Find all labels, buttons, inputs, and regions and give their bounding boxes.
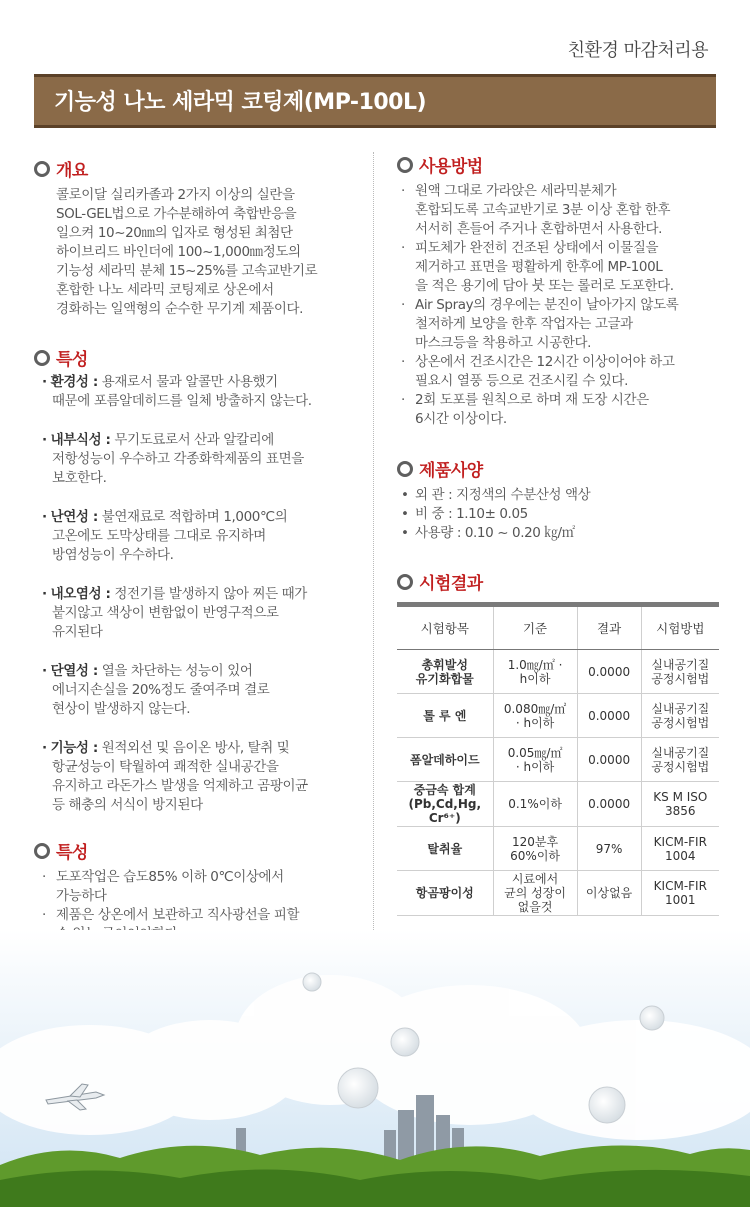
results-cell-method xyxy=(641,871,719,916)
usage-item-line: 피도체가 완전히 건조된 상태에서 이물질을 xyxy=(415,240,659,256)
cell-line: 중금속 합계 xyxy=(413,783,476,797)
feature-item xyxy=(42,373,352,411)
feature-text: 정전기를 발생하지 않아 찌든 때가 xyxy=(110,586,307,602)
feature-bullet: · xyxy=(42,663,47,679)
feature-line xyxy=(42,662,352,681)
table-row xyxy=(397,871,719,916)
overview-line: 하이브리드 바인더에 100~1,000㎚정도의 xyxy=(56,244,301,260)
feature-line xyxy=(42,546,352,565)
page-title: 기능성 나노 세라믹 코팅제(MP-100L) xyxy=(54,90,427,115)
results-cell-method xyxy=(641,650,719,694)
feature-text: 저항성능이 우수하고 각종화학제품의 표면을 xyxy=(52,451,304,467)
cell-line: 총휘발성 xyxy=(421,657,468,672)
feature-text: 원적외선 및 음이온 방사, 탈취 및 xyxy=(97,740,290,756)
results-cell-standard xyxy=(493,694,577,738)
table-row xyxy=(397,650,719,694)
cell-line: 폼알데하이드 xyxy=(410,752,480,767)
feature-text: 불연재료로 적합하며 1,000℃의 xyxy=(97,509,288,525)
overview-line: 경화하는 일액형의 순수한 무기계 제품이다. xyxy=(56,301,303,317)
cell-line: 공정시험법 xyxy=(651,671,710,686)
list-marker: • xyxy=(401,487,409,503)
cell-line: 공정시험법 xyxy=(651,715,710,730)
results-heading: 시험결과 xyxy=(397,569,483,594)
feature-line xyxy=(42,469,352,488)
feature-item xyxy=(42,585,352,642)
table-row xyxy=(397,738,719,782)
circle-bullet-icon xyxy=(397,461,413,477)
usage-item xyxy=(401,391,721,429)
cell-line: 0.05㎎/㎡ xyxy=(507,745,563,760)
results-cell-result xyxy=(577,650,641,694)
usage-item xyxy=(401,182,721,239)
results-cell-standard xyxy=(493,871,577,916)
spec-item-line: 외 관 : 지정색의 수분산성 액상 xyxy=(415,487,591,503)
feature-name: 난연성 : xyxy=(50,509,98,525)
feature-line xyxy=(42,758,352,777)
results-cell-item xyxy=(397,694,493,738)
feature-bullet: · xyxy=(42,740,47,756)
circle-bullet-icon xyxy=(34,161,50,177)
results-cell-item xyxy=(397,827,493,871)
cell-line: 0.0000 xyxy=(588,797,631,811)
feature-name: 기능성 : xyxy=(50,740,98,756)
usage-item xyxy=(401,296,721,353)
caution-item-line: 제품은 상온에서 보관하고 직사광선을 피할 xyxy=(56,907,300,923)
feature-text: 붙지않고 색상이 변함없이 반영구적으로 xyxy=(52,605,279,621)
spec-list xyxy=(401,486,721,543)
caution-item-line: 가능하다 xyxy=(56,888,107,904)
circle-bullet-icon xyxy=(397,574,413,590)
results-column-header: 시험방법 xyxy=(641,605,719,650)
feature-line xyxy=(42,623,352,642)
cell-line: 0.0000 xyxy=(588,664,631,679)
usage-heading: 사용방법 xyxy=(397,152,483,177)
usage-item-line: Air Spray의 경우에는 분진이 날아가지 않도록 xyxy=(415,297,679,313)
overview-line: 일으켜 10~20㎚의 입자로 형성된 최첨단 xyxy=(56,225,293,241)
results-cell-method xyxy=(641,827,719,871)
cell-line: h이하 xyxy=(519,671,551,686)
circle-bullet-icon xyxy=(397,157,413,173)
title-banner xyxy=(34,74,716,128)
cell-line: 이상없음 xyxy=(585,886,633,900)
cell-line: 120분후 xyxy=(512,834,559,849)
feature-line xyxy=(42,585,352,604)
overview-line: SOL-GEL법으로 가수분해하여 축합반응을 xyxy=(56,206,297,222)
feature-name: 내부식성 : xyxy=(50,432,111,448)
results-cell-standard xyxy=(493,782,577,827)
cell-line: 0.0000 xyxy=(588,752,631,767)
cell-line: 실내공기질 xyxy=(651,745,710,760)
usage-item-line: 상온에서 건조시간은 12시간 이상이어야 하고 xyxy=(415,354,675,370)
cell-line: 97% xyxy=(595,841,623,856)
cell-line: (Pb,Cd,Hg, xyxy=(408,797,482,811)
results-table xyxy=(397,602,719,916)
cell-line: KS M ISO xyxy=(653,790,708,804)
cell-line: · h이하 xyxy=(515,715,555,730)
feature-line xyxy=(42,604,352,623)
cell-line: 실내공기질 xyxy=(651,701,710,716)
spec-item xyxy=(401,524,721,543)
feature-line xyxy=(42,777,352,796)
caution-item-line: 도포작업은 습도85% 이하 0℃이상에서 xyxy=(56,869,284,885)
list-marker: · xyxy=(401,183,405,199)
list-marker: · xyxy=(401,392,405,408)
spec-item xyxy=(401,505,721,524)
feature-item xyxy=(42,508,352,565)
feature-item xyxy=(42,662,352,719)
results-cell-result xyxy=(577,871,641,916)
results-cell-method xyxy=(641,782,719,827)
feature-text: 고온에도 도막상태를 그대로 유지하며 xyxy=(52,528,266,544)
results-cell-result xyxy=(577,782,641,827)
cell-line: 0.1%이하 xyxy=(508,797,562,811)
feature-line xyxy=(42,431,352,450)
caution-item xyxy=(42,868,342,906)
category-label: 친환경 마감처리용 xyxy=(567,40,708,61)
landscape-illustration xyxy=(0,930,750,1207)
feature-text: 방염성능이 우수하다. xyxy=(52,547,174,563)
feature-text: 유지된다 xyxy=(52,624,103,640)
results-column-header: 기준 xyxy=(493,605,577,650)
cell-line: 60%이하 xyxy=(510,848,560,863)
cell-line: 톨 루 엔 xyxy=(423,708,467,723)
feature-item xyxy=(42,739,352,815)
results-cell-standard xyxy=(493,738,577,782)
list-marker: · xyxy=(42,907,46,923)
cell-line: 실내공기질 xyxy=(651,657,710,672)
feature-line xyxy=(42,700,352,719)
feature-bullet: · xyxy=(42,586,47,602)
cell-line: 공정시험법 xyxy=(651,759,710,774)
feature-line xyxy=(42,796,352,815)
usage-item-line: 2회 도포를 원칙으로 하며 재 도장 시간은 xyxy=(415,392,649,408)
feature-line xyxy=(42,392,352,411)
feature-text: 무기도료로서 산과 알칼리에 xyxy=(110,432,274,448)
results-cell-result xyxy=(577,827,641,871)
usage-item-line: 원액 그대로 가라앉은 세라믹분체가 xyxy=(415,183,617,199)
list-marker: · xyxy=(401,354,405,370)
results-header-row xyxy=(397,605,719,650)
feature-text: 보호한다. xyxy=(52,470,107,486)
spec-item-line: 비 중 : 1.10± 0.05 xyxy=(415,506,528,522)
feature-bullet: · xyxy=(42,509,47,525)
cell-line: 항곰팡이성 xyxy=(415,886,474,900)
cell-line: KICM-FIR xyxy=(653,834,707,849)
feature-text: 항균성능이 탁월하여 쾌적한 실내공간을 xyxy=(52,759,279,775)
cell-line: 1001 xyxy=(665,893,696,907)
feature-item xyxy=(42,431,352,488)
cell-line: 탈취율 xyxy=(427,841,463,856)
feature-text: 현상이 발생하지 않는다. xyxy=(52,701,191,717)
cell-line: 균의 성장이 xyxy=(504,886,566,900)
cautions-heading: 특성 xyxy=(34,838,88,863)
circle-bullet-icon xyxy=(34,843,50,859)
usage-item-line: 철저하게 보양을 한후 작업자는 고글과 xyxy=(415,316,633,332)
feature-text: 때문에 포름알데히드를 일체 방출하지 않는다. xyxy=(52,393,312,409)
overview-text xyxy=(56,186,356,319)
results-column-header: 시험항목 xyxy=(397,605,493,650)
usage-item-line: 혼합되도록 고속교반기로 3분 이상 혼합 한후 xyxy=(415,202,671,218)
table-row xyxy=(397,827,719,871)
circle-bullet-icon xyxy=(34,350,50,366)
usage-item-line: 제거하고 표면을 평활하게 한후에 MP-100L xyxy=(415,259,663,275)
list-marker: · xyxy=(401,240,405,256)
feature-bullet: · xyxy=(42,374,47,390)
usage-item xyxy=(401,239,721,296)
feature-text: 에너지손실을 20%정도 줄여주며 결로 xyxy=(52,682,270,698)
feature-bullet: · xyxy=(42,432,47,448)
feature-text: 등 해충의 서식이 방지된다 xyxy=(52,797,203,813)
spec-item-line: 사용량 : 0.10 ~ 0.20 ㎏/㎡ xyxy=(415,525,575,541)
cell-line: 0.0000 xyxy=(588,708,631,723)
list-marker: • xyxy=(401,506,409,522)
feature-text: 유지하고 라돈가스 발생을 억제하고 곰팡이균 xyxy=(52,778,308,794)
feature-text: 용재로서 물과 알콜만 사용했기 xyxy=(97,374,278,390)
feature-line xyxy=(42,739,352,758)
feature-line xyxy=(42,508,352,527)
cell-line: 3856 xyxy=(665,804,696,818)
usage-item xyxy=(401,353,721,391)
results-cell-result xyxy=(577,694,641,738)
table-row xyxy=(397,694,719,738)
feature-text: 열을 차단하는 성능이 있어 xyxy=(97,663,253,679)
cell-line: 0.080㎎/㎡ xyxy=(503,701,567,716)
results-cell-standard xyxy=(493,650,577,694)
usage-item-line: 서서히 흔들어 주거나 혼합하면서 사용한다. xyxy=(415,221,662,237)
cell-line: 시료에서 xyxy=(511,872,559,886)
usage-item-line: 마스크등을 착용하고 시공한다. xyxy=(415,335,592,351)
feature-name: 단열성 : xyxy=(50,663,98,679)
list-marker: · xyxy=(401,297,405,313)
feature-line xyxy=(42,450,352,469)
overview-line: 기능성 세라믹 분체 15~25%를 고속교반기로 xyxy=(56,263,318,279)
list-marker: • xyxy=(401,525,409,541)
overview-heading: 개요 xyxy=(34,156,88,181)
overview-line: 콜로이달 실리카졸과 2가지 이상의 실란을 xyxy=(56,187,295,203)
feature-line xyxy=(42,527,352,546)
usage-item-line: 6시간 이상이다. xyxy=(415,411,507,427)
results-cell-item xyxy=(397,782,493,827)
spec-heading: 제품사양 xyxy=(397,456,483,481)
cell-line: · h이하 xyxy=(515,759,555,774)
results-cell-item xyxy=(397,871,493,916)
column-divider xyxy=(373,152,374,1022)
cell-line: 1004 xyxy=(665,848,696,863)
features-heading: 특성 xyxy=(34,345,88,370)
results-cell-item xyxy=(397,738,493,782)
results-cell-method xyxy=(641,738,719,782)
results-column-header: 결과 xyxy=(577,605,641,650)
feature-name: 환경성 : xyxy=(50,374,98,390)
overview-line: 혼합한 나노 세라믹 코팅제로 상온에서 xyxy=(56,282,274,298)
results-cell-result xyxy=(577,738,641,782)
usage-item-line: 을 적은 용기에 담아 붓 또는 롤러로 도포한다. xyxy=(415,278,674,294)
cell-line: 없을것 xyxy=(517,900,553,914)
results-cell-method xyxy=(641,694,719,738)
cell-line: 유기화합물 xyxy=(415,671,474,686)
usage-list xyxy=(401,182,721,429)
results-cell-standard xyxy=(493,827,577,871)
spec-item xyxy=(401,486,721,505)
usage-item-line: 필요시 열풍 등으로 건조시킬 수 있다. xyxy=(415,373,628,389)
list-marker: · xyxy=(42,869,46,885)
results-cell-item xyxy=(397,650,493,694)
feature-line xyxy=(42,373,352,392)
table-row xyxy=(397,782,719,827)
feature-name: 내오염성 : xyxy=(50,586,111,602)
cell-line: Cr⁶⁺) xyxy=(428,811,461,825)
feature-line xyxy=(42,681,352,700)
cell-line: 1.0㎎/㎡ · xyxy=(507,657,563,672)
cell-line: KICM-FIR xyxy=(653,879,707,893)
